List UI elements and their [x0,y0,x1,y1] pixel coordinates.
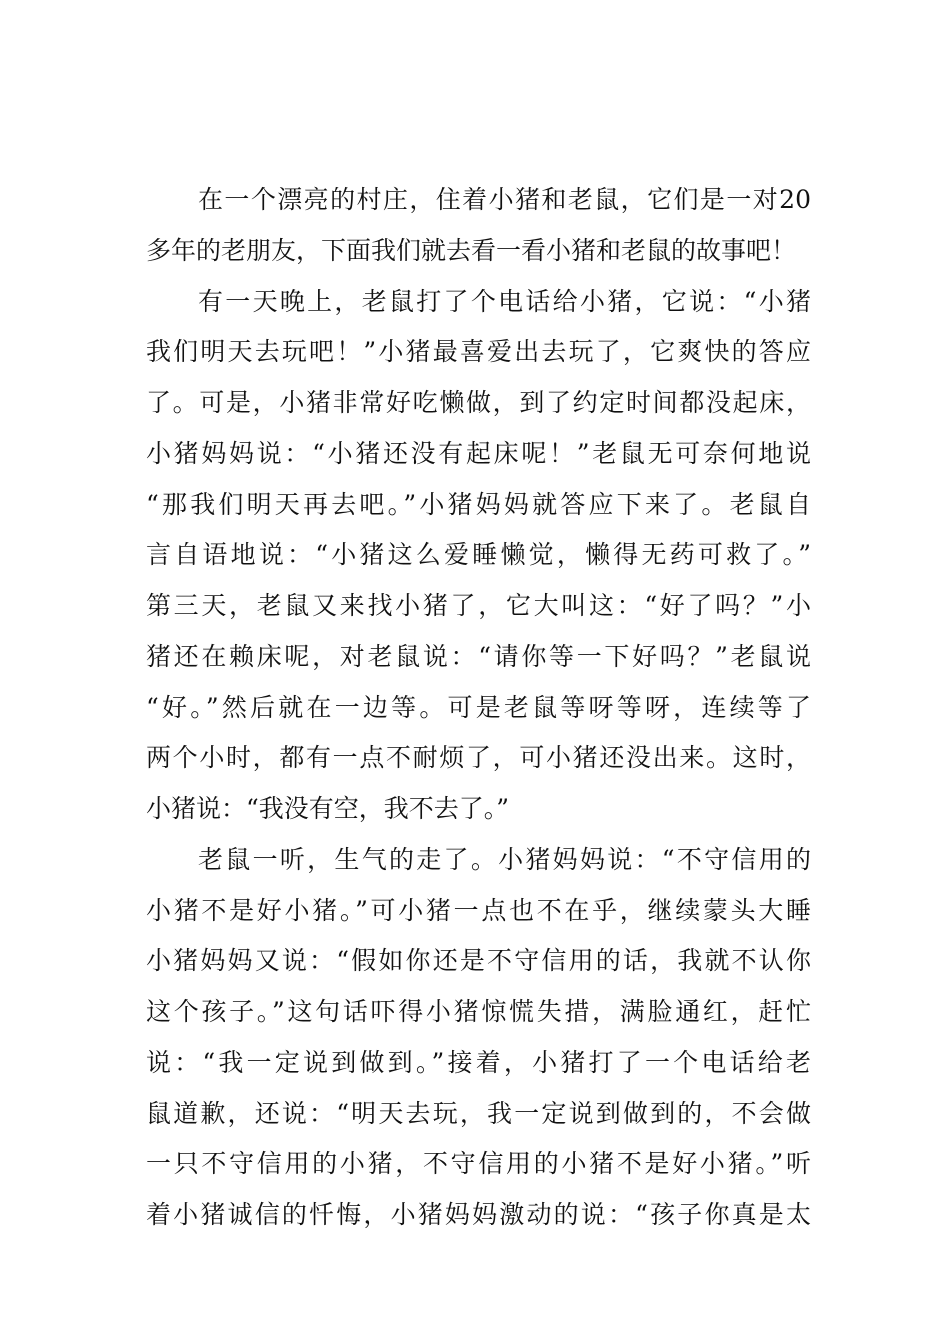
story-body [146,175,811,1241]
text-line: 小猪不是好小猪。”可小猪一点也不在乎，继续蒙头大睡 [146,895,811,925]
text-line: 言自语地说：“小猪这么爱睡懒觉，懒得无药可救了。” [146,540,811,570]
text-line: 说：“我一定说到做到。”接着，小猪打了一个电话给老 [146,1047,811,1077]
text-line: 鼠道歉，还说：“明天去玩，我一定说到做到的，不会做 [146,1098,811,1128]
text-line: 一只不守信用的小猪，不守信用的小猪不是好小猪。”听 [146,1149,811,1179]
text-line: 在一个漂亮的村庄，住着小猪和老鼠，它们是一对20 [198,185,811,214]
text-line: 多年的老朋友，下面我们就去看一看小猪和老鼠的故事吧！ [146,235,797,265]
text-line: 有一天晚上，老鼠打了个电话给小猪，它说：“小猪 [198,286,811,316]
text-line: “那我们明天再去吧。”小猪妈妈就答应下来了。老鼠自 [146,489,811,519]
text-line: “好。”然后就在一边等。可是老鼠等呀等呀，连续等了 [146,692,811,722]
paragraph-1 [146,175,811,277]
paragraph-2 [146,277,811,835]
text-line: 老鼠一听，生气的走了。小猪妈妈说：“不守信用的 [198,844,811,874]
text-line: 了。可是，小猪非常好吃懒做，到了约定时间都没起床， [146,388,811,417]
text-line: 着小猪诚信的忏悔，小猪妈妈激动的说：“孩子你真是太 [146,1200,811,1229]
text-line: 第三天，老鼠又来找小猪了，它大叫这：“好了吗？”小 [146,591,811,620]
text-line: 小猪妈妈又说：“假如你还是不守信用的话，我就不认你 [146,946,811,976]
text-line: 猪还在赖床呢，对老鼠说：“请你等一下好吗？”老鼠说 [146,641,811,671]
text-line: 我们明天去玩吧！”小猪最喜爱出去玩了，它爽快的答应 [146,337,811,367]
text-line: 这个孩子。”这句话吓得小猪惊慌失措，满脸通红，赶忙 [146,997,811,1026]
text-line: 小猪说：“我没有空，我不去了。” [146,794,510,823]
text-line: 两个小时，都有一点不耐烦了，可小猪还没出来。这时， [146,743,811,773]
paragraph-3 [146,835,811,1241]
text-line: 小猪妈妈说：“小猪还没有起床呢！”老鼠无可奈何地说 [146,438,811,468]
